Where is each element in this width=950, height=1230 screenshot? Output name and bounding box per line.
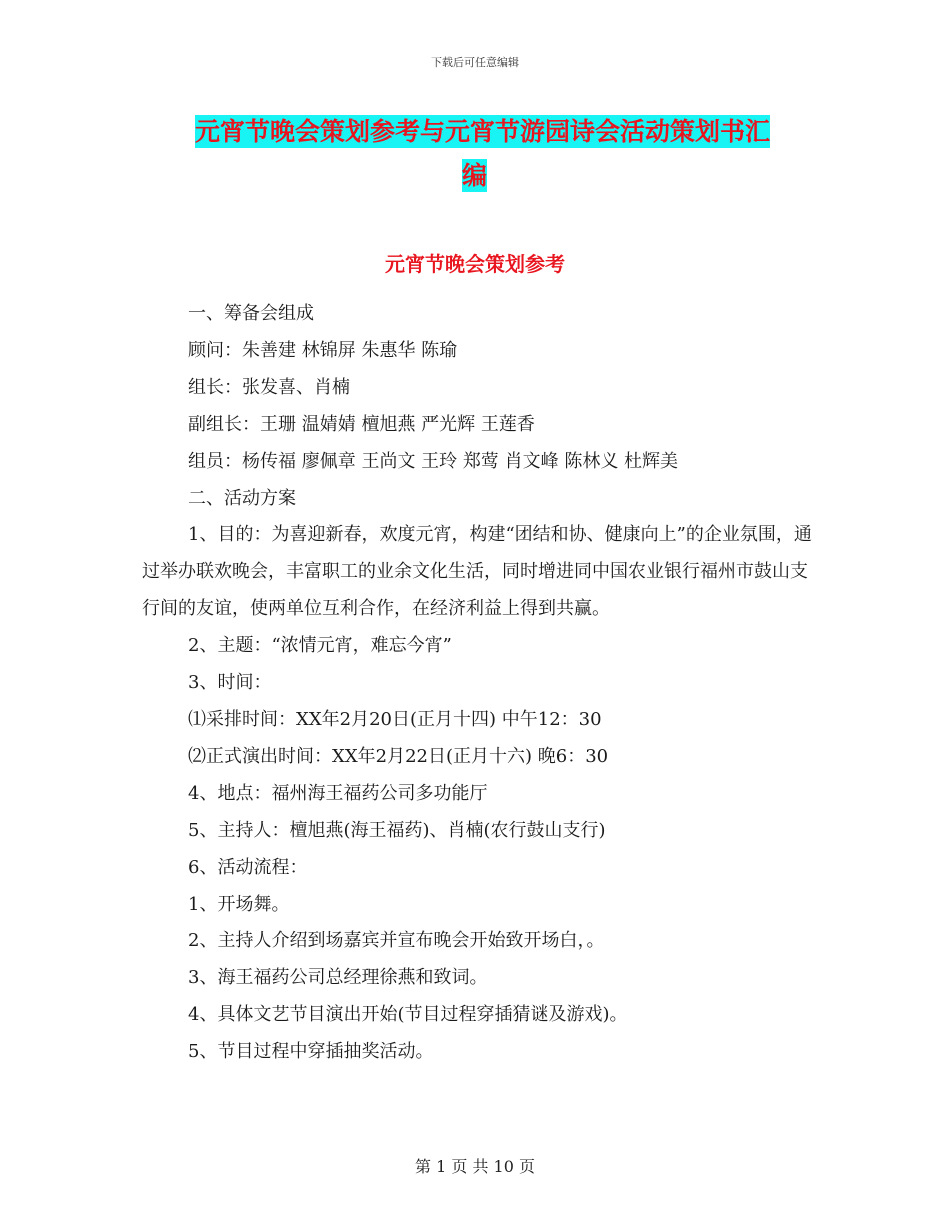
paragraph: 副组长：王珊 温婧婧 檀旭燕 严光辉 王莲香 [188, 413, 535, 435]
paragraph: 5、主持人：檀旭燕(海王福药)、肖楠(农行鼓山支行) [188, 819, 606, 841]
document-title [0, 112, 950, 196]
paragraph: ⑵正式演出时间：XX年2月22日(正月十六) 晚6：30 [188, 745, 609, 767]
paragraph: 5、节目过程中穿插抽奖活动。 [188, 1041, 434, 1063]
header-note: 下载后可任意编辑 [431, 56, 519, 69]
paragraph: 组长：张发喜、肖楠 [188, 376, 350, 398]
paragraph: ⑴采排时间：XX年2月20日(正月十四) 中午12：30 [188, 708, 602, 730]
paragraph: 顾问：朱善建 林锦屏 朱惠华 陈瑜 [188, 339, 458, 361]
section-title: 元宵节晚会策划参考 [385, 252, 565, 276]
page-footer: 第 1 页 共 10 页 [415, 1157, 535, 1176]
paragraph: 一、筹备会组成 [188, 303, 314, 324]
paragraph: 3、时间： [188, 672, 272, 694]
paragraph: 1、开场舞。 [188, 893, 290, 915]
title-line-2-text: 编 [462, 161, 488, 190]
paragraph-purpose: 1、目的：为喜迎新春，欢度元宵，构建“团结和协、健康向上”的企业氛围，通过举办联欢晚会，丰富职工的业余文化生活，同时增进同中国农业银行福州市鼓山支行间的友谊，使两单位互利合作，在经济利益上得到共赢。 [142, 524, 812, 620]
paragraph: 组员：杨传福 廖佩章 王尚文 王玲 郑莺 肖文峰 陈林义 杜辉美 [188, 450, 679, 472]
paragraph: 4、地点：福州海王福药公司多功能厅 [188, 782, 488, 804]
document-body [142, 296, 822, 1071]
paragraph: 二、活动方案 [188, 487, 296, 509]
title-line-2 [0, 156, 950, 196]
paragraph: 4、具体文艺节目演出开始(节目过程穿插猜谜及游戏)。 [188, 1004, 628, 1026]
paragraph: 2、主题：“浓情元宵，难忘今宵” [188, 635, 452, 657]
title-line-1-text: 元宵节晚会策划参考与元宵节游园诗会活动策划书汇 [195, 117, 771, 146]
paragraph: 2、主持人介绍到场嘉宾并宣布晚会开始致开场白，。 [188, 930, 605, 952]
title-line-1 [0, 112, 950, 152]
paragraph: 3、海王福药公司总经理徐燕和致词。 [188, 967, 488, 989]
paragraph: 6、活动流程： [188, 856, 308, 878]
